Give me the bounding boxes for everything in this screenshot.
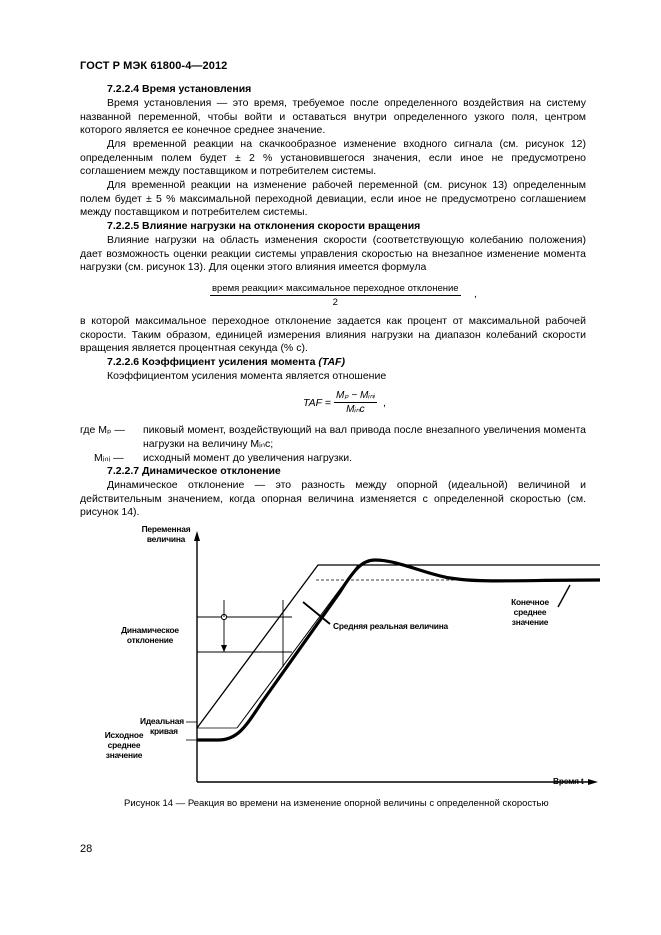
taf-lhs: TAF =	[303, 397, 331, 409]
final-mean-label	[502, 597, 558, 627]
initial-mean-label	[99, 730, 149, 760]
y-axis-label-line2: величина	[146, 534, 186, 544]
paragraph-percent-second: в которой максимальное переходное отклонение задается как процент от максимальной рабочей скорости. Таким образом, единицей измерения влияния нагрузки на диапазон колебаний скорости вращения является процентная секунда (% с).	[80, 315, 586, 355]
where-init-symbol: Mᵢₙᵢ —	[94, 452, 124, 464]
paragraph-dynamic-deviation: Динамическое отклонение — это разность между опорной (идеальной) величиной и действительным значением, когда опорная величина изменяется с определенной скоростью (см. рисунок 14).	[80, 479, 586, 519]
y-axis-label	[130, 524, 202, 544]
final-mean-label-line3: значение	[511, 617, 549, 627]
taf-numerator: Mₚ − Mᵢₙᵢ	[336, 390, 375, 401]
dynamic-deviation-label-line2: отклонение	[126, 635, 174, 645]
taf-abbreviation: (TAF)	[318, 356, 345, 368]
where-init-text: исходный момент до увеличения нагрузки.	[143, 452, 353, 464]
taf-denominator: Mᵢₙc	[346, 404, 365, 415]
paragraph-operating-variable: Для временной реакции на изменение рабочей переменной (см. рисунок 13) определенным полем будет ± 5 % максимальной переходной девиации, если иное не предусмотрено соглашением между поставщиком и потребителем системы.	[80, 179, 586, 219]
real-curve-label: Средняя реальная величина	[333, 621, 449, 631]
section-heading-load-influence: 7.2.2.5 Влияние нагрузки на отклонения скорости вращения	[107, 220, 421, 232]
figure-caption: Рисунок 14 — Реакция во времени на изменение опорной величины с определенной скоростью	[124, 798, 549, 809]
formula-denominator: 2	[332, 297, 338, 308]
where-peak-symbol: где Mₚ —	[80, 424, 125, 436]
initial-mean-label-line1: Исходное	[104, 730, 144, 740]
real-response-curve	[197, 560, 600, 740]
paragraph-step-response: Для временной реакции на скачкообразное изменение входного сигнала (см. рисунок 12) определенным полем будет ± 2 % установившегося значения, если иное не предусмотрено соглашением между поставщиком и потребителем системы.	[80, 138, 586, 178]
formula-comma: ,	[474, 288, 477, 300]
final-mean-label-line2: среднее	[513, 607, 547, 617]
dynamic-deviation-label-line1: Динамическое	[121, 625, 179, 635]
document-header: ГОСТ Р МЭК 61800-4—2012	[80, 60, 228, 72]
taf-comma: ,	[383, 397, 386, 409]
ideal-curve-label-line2: кривая	[150, 726, 178, 736]
initial-mean-label-line3: значение	[105, 750, 143, 760]
initial-mean-label-line2: среднее	[107, 740, 141, 750]
paragraph-settling-definition: Время установления — это время, требуемое после определенного воздействия на систему названной переменной, чтобы войти и оставаться внутри определенного узкого поля, центром которого является ее конечное среднее значение.	[80, 97, 586, 137]
section-heading-settling-time: 7.2.2.4 Время установления	[107, 83, 252, 95]
ideal-curve-label	[140, 716, 200, 736]
final-value-leader	[558, 585, 570, 607]
x-axis-arrow	[588, 779, 598, 785]
dynamic-deviation-label	[109, 625, 191, 645]
where-peak-text: пиковый момент, воздействующий на вал привода после внезапного увеличения момента нагрузки на величину Mᵢₙc;	[143, 424, 586, 450]
paragraph-taf-ratio: Коэффициентом усиления момента является отношение	[107, 370, 387, 382]
ideal-curve-label-line1: Идеальная	[140, 716, 184, 726]
deviation-arrow-head	[221, 645, 227, 652]
section-heading-dynamic-deviation: 7.2.2.7 Динамическое отклонение	[107, 465, 281, 477]
ideal-curve	[197, 565, 600, 728]
page-number: 28	[80, 843, 93, 855]
x-axis-label: Время t	[553, 776, 584, 786]
formula-numerator: время реакции× максимальное переходное отклонение	[212, 283, 459, 294]
y-axis-label-line1: Переменная	[141, 524, 191, 534]
final-mean-label-line1: Конечное	[511, 597, 549, 607]
taf-heading-text: 7.2.2.6 Коэффициент усиления момента	[107, 356, 319, 368]
paragraph-load-influence: Влияние нагрузки на область изменения скорости (соответствующую колебанию положения) дает возможность оценки реакции системы управления скоростью на внезапное изменение момента нагрузки (см. рисунок 13). Для оценки этого влияния имеется формула	[80, 234, 586, 274]
